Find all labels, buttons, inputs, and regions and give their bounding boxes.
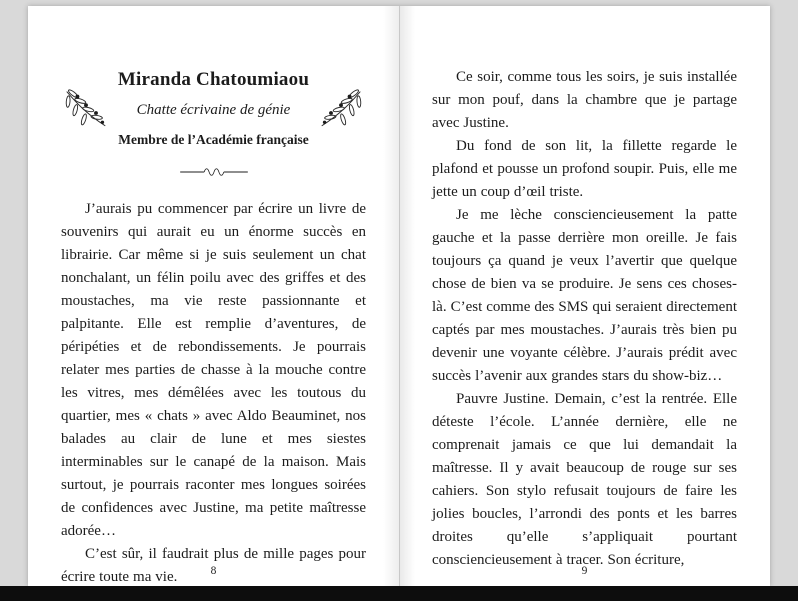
page-left: [28, 6, 399, 586]
olive-branch-left-icon: [61, 77, 111, 139]
body-paragraph: J’aurais pu commencer par écrire un livre de souvenirs qui aurait eu un énorme succès en librairie. Car même si je suis seulement un chat nonchalant, un félin poilu avec des griffes et des moustaches, ma vie reste passionnante et palpitante. Elle est remplie d’aventures, de péripéties et de rebondissements. Je pourrais relater mes parties de chasse à la mouche contre les vitres, mes démêlées avec les toutous du quartier, mes « chats » avec Aldo Beauminet, nos balades au clair de lune et mes siestes interminables sur le canapé de la maison. Mais surtout, je pourrais raconter mes longues soirées de confidences avec Justine, ma petite maîtresse adorée…: [61, 201, 366, 539]
page-number-right: 9: [581, 565, 588, 577]
chapter-title: Miranda Chatoumiaou: [117, 69, 310, 90]
body-paragraph: Du fond de son lit, la fillette regarde le plafond et pousse un profond soupir. Puis, elle me jette un coup d’œil triste.: [432, 138, 737, 200]
chapter-membership: Membre de l’Académie française: [118, 132, 309, 147]
body-paragraph: C’est sûr, il faudrait plus de mille pages pour écrire toute ma vie.: [61, 546, 366, 585]
body-paragraph: Pauvre Justine. Demain, c’est la rentrée. Elle déteste l’école. L’année dernière, elle ne comprenait jamais ce que lui demandait la maîtresse. Il y avait beaucoup de rouge sur ses cahiers. Son stylo refusait toujours de faire les jolies boucles, l’arrondi des ponts et les barres droites qu’elle s’appliquait pourtant consciencieusement à tracer. Son écriture,: [432, 391, 737, 568]
chapter-subtitle: Chatte écrivaine de génie: [136, 102, 291, 118]
chapter-header: [61, 68, 366, 148]
body-paragraph: Je me lèche consciencieusement la patte gauche et la passe derrière mon oreille. Je fais toujours ça quand je veux l’avertir que quelque chose de bien va se produire. Je sens ces choses-là. C’est comme des SMS qui seraient directement captés par mes moustaches. J’aurais très bien pu devenir une voyante célèbre. J’aurais prédit avec succès l’avenir aux grandes stars du show-biz…: [432, 207, 737, 384]
body-paragraph: Ce soir, comme tous les soirs, je suis installée sur mon pouf, dans la chambre que je partage avec Justine.: [432, 69, 737, 131]
book-spread: [28, 6, 770, 586]
page-number-left: 8: [210, 565, 217, 577]
rope-twist-divider-icon: [178, 164, 250, 180]
section-divider: [61, 164, 366, 185]
olive-branch-right-icon: [316, 77, 366, 139]
page-right: [399, 6, 770, 586]
chapter-header-text: [115, 68, 312, 148]
bottom-bar: [0, 586, 798, 601]
